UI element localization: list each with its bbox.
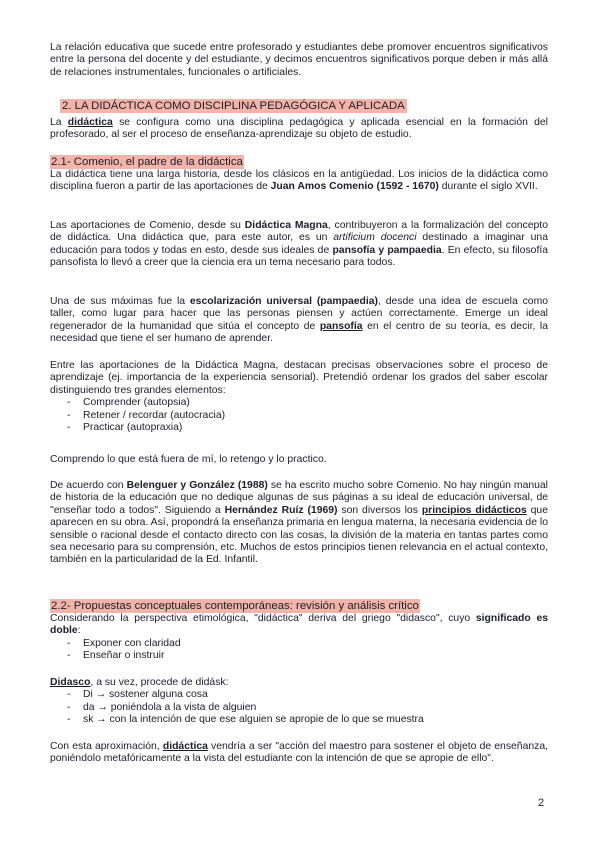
escolarizacion-paragraph: Una de sus máximas fue la escolarización universal (pampaedia), desde una idea de escuela como taller, como lugar para hacer que las personas piensen y actúen correctamente. Emerge un ideal regenerador de la humanidad que sitúa el concepto de pansofía en el centro de su teoría, es decir, la necesidad que tiene el ser humano de aprender. [50, 296, 549, 345]
summary-sentence: Comprendo lo que está fuera de mí, lo retengo y lo practico. [50, 454, 327, 465]
list-item: - Retener / recordar (autocracia) [50, 410, 548, 422]
didactica-magna-paragraph: Las aportaciones de Comenio, desde su Didáctica Magna, contribuyeron a la formalización del concepto de didáctica. Una didáctica que, para este autor, es un artificium docenci destinado a imaginar una educación para todos y todas en esto, desde sus ideales de pansofía y pampaedia. En efecto, su filosofía pansofista lo llevó a creer que la ciencia era un tema necesario para todos. [50, 220, 548, 269]
etimologia-block [50, 613, 548, 663]
elements-list [50, 397, 548, 434]
list-item: - Practicar (autopraxia) [50, 422, 548, 434]
aportaciones-paragraph: Entre las aportaciones de la Didáctica Magna, destacan precisas observaciones sobre el proceso de aprendizaje (ej. importancia de la experiencia sensorial). Pretendió ordenar los grados del saber escolar distinguiendo tres grandes elementos: [50, 360, 548, 396]
didasco-paragraph: Didasco, a su vez, procede de didásk: [50, 677, 229, 688]
principios-paragraph: De acuerdo con Belenguer y González (1988) se ha escrito mucho sobre Comenio. No hay ningún manual de historia de la educación que no dedique algunas de sus páginas a su ideal de educación universal, de "enseñar todo a todos". Siguiendo a Hernández Ruíz (1969) son diversos los principios didácticos que aparecen en su obra. Así, propondrá la enseñanza primaria en lengua materna, la necesaria evidencia de lo sensible o racional desde el contacto directo con las cosas, la división de la materia en tantas partes como sea necesario para su comprensión, etc. Muchos de estos principios tienen relevancia en el actual contexto, también en la particularidad de la Ed. Infantil. [50, 480, 548, 566]
comenio-name: Juan Amos Comenio (1592 - 1670) [270, 181, 439, 193]
aportaciones-block [50, 360, 548, 434]
intro-paragraph: La relación educativa que sucede entre profesorado y estudiantes debe promover encuentros significativos entre la persona del docente y del estudiante, y decimos encuentros significativos porque deben ir más allá de relaciones instrumentales, funcionales o artificiales. [50, 42, 548, 78]
list-item: - Exponer con claridad [50, 638, 548, 650]
page-number: 2 [538, 797, 545, 809]
subsection-heading-2-2: 2.2- Propuestas conceptuales contemporáneas: revisión y análisis crítico [51, 600, 419, 612]
list-item: - sk → con la intención de que ese alguien se apropie de lo que se muestra [50, 714, 548, 726]
significado-list [50, 638, 548, 663]
subsection-heading-2-1: 2.1- Comenio, el padre de la didáctica [51, 156, 243, 168]
didask-list [50, 689, 548, 726]
didasco-term: Didasco [50, 677, 91, 688]
aproximacion-paragraph: Con esta aproximación, didáctica vendría a ser "acción del maestro para sostener el objeto de enseñanza, poniéndolo metafóricamente a la vista del estudiante con la intención de que se apropie de ello". [50, 741, 548, 765]
comenio-history-paragraph: La didáctica tiene una larga historia, desde los clásicos en la antigüedad. Los inicios de la didáctica como disciplina fueron a partir de las aportaciones de Juan Amos Comenio (1592 - 1670) durante el siglo XVII. [50, 169, 548, 193]
didactica-definition-paragraph: La didáctica se configura como una disciplina pedagógica y aplicada esencial en la formación del profesorado, al ser el proceso de enseñanza-aprendizaje su objeto de estudio. [50, 117, 548, 141]
principios-term: principios didácticos [421, 504, 527, 516]
etimologia-paragraph: Considerando la perspectiva etimológica, "didáctica" deriva del griego "didasco", cuyo significado es doble: [50, 613, 548, 637]
list-item: - Comprender (autopsia) [50, 397, 548, 409]
section-heading-2: 2. LA DIDÁCTICA COMO DISCIPLINA PEDAGÓGICA Y APLICADA [62, 100, 405, 112]
didactica-term: didáctica [67, 117, 113, 128]
didactica-term-2: didáctica [162, 741, 208, 752]
pansofia-term: pansofía [319, 320, 363, 332]
list-item: - Di → sostener alguna cosa [50, 689, 548, 701]
didasco-block [50, 677, 548, 727]
list-item: - da → poniéndola a la vista de alguien [50, 702, 548, 714]
list-item: - Enseñar o instruir [50, 650, 548, 662]
